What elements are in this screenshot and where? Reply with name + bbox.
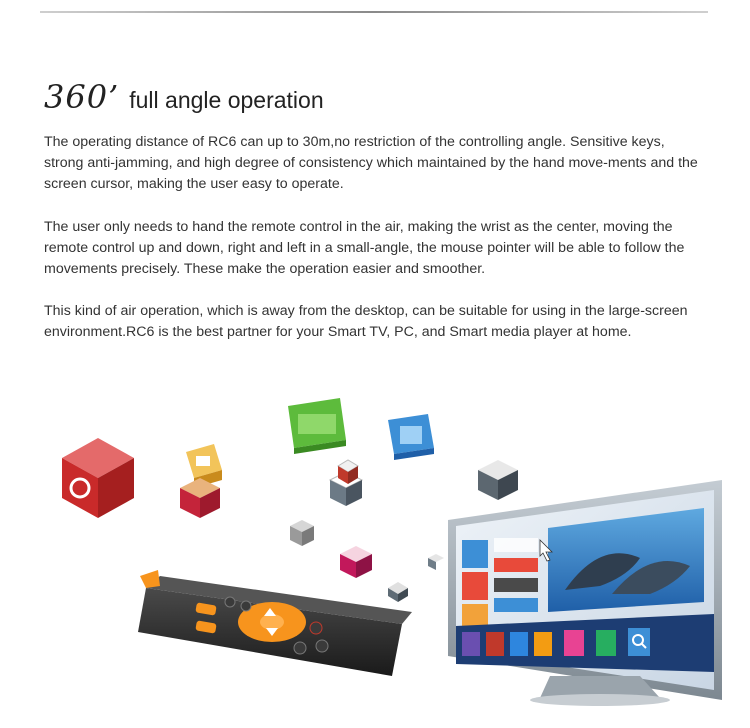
app-tile-icon: [534, 632, 552, 656]
paragraph-operating-distance: The operating distance of RC6 can up to 30m,no restriction of the controlling angle. Sensitive keys, strong anti-jamming, and high degree of consistency which maintained by the hand move-ments and the screen cursor, making the user easy to operate.: [44, 134, 698, 192]
rc6-remote-control: [138, 570, 412, 676]
top-divider: [40, 11, 708, 13]
search-icon: [628, 628, 650, 656]
product-illustration: [0, 380, 750, 728]
app-tile-icon: [596, 630, 616, 656]
floating-tile-green: [288, 398, 346, 454]
smart-tv: [448, 480, 722, 706]
floating-cube-photo: [180, 478, 220, 518]
floating-cube-tiny: [388, 554, 444, 602]
floating-cube-red-large: [62, 438, 134, 518]
heading-angle-number: 360’: [44, 78, 120, 116]
app-tile-icon: [462, 632, 480, 656]
app-tile-icon: [486, 632, 504, 656]
paragraph-air-control: The user only needs to hand the remote control in the air, making the wrist as the center, moving the remote control up and down, right and left in a small-angle, the mouse pointer will be able to follow the movements precisely. These make the operation easier and smoother.: [44, 219, 685, 277]
floating-tile-blue: [388, 414, 434, 460]
floating-cube-tv-corner: [478, 460, 518, 500]
floating-cube-grey: [290, 520, 314, 546]
app-tile-icon: [564, 630, 584, 656]
heading-title: full angle operation: [129, 87, 324, 113]
section-heading: [44, 78, 324, 116]
paragraph-large-screen: This kind of air operation, which is away from the desktop, can be suitable for using in the large-screen environment.RC6 is the best partner for your Smart TV, PC, and Smart media player at home.: [44, 303, 688, 340]
floating-cube-pink: [340, 546, 372, 578]
app-tile-icon: [510, 632, 528, 656]
